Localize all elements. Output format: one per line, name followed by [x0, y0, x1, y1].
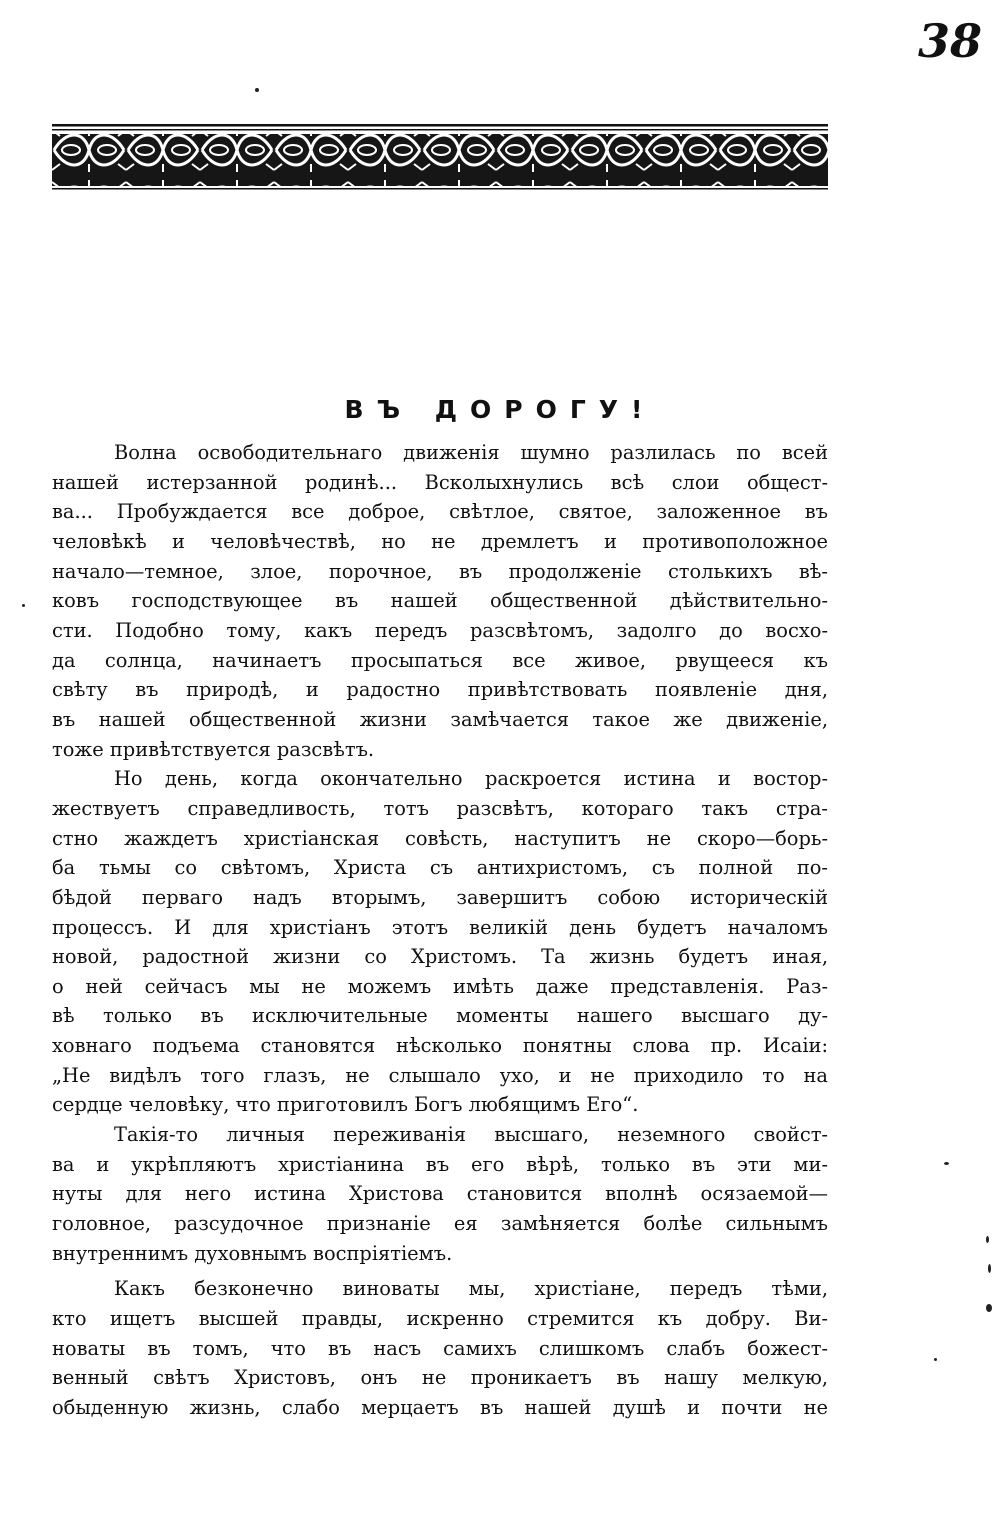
text-line: сти. Подобно тому, какъ передъ разсвѣтомъ, задолго до восхо- — [52, 618, 828, 642]
text-line: венный свѣтъ Христовъ, онъ не проникаетъ въ нашу мелкую, — [52, 1366, 828, 1390]
text-line: внутреннимъ духовнымъ воспріятіемъ. — [52, 1241, 453, 1265]
text-line: кто ищетъ высшей правды, искренно стремится къ добру. Ви- — [52, 1307, 828, 1331]
text-line: процессъ. И для христіанъ этотъ великій день будетъ началомъ — [52, 915, 828, 939]
text-line: ховнаго подъема становятся нѣсколько понятны слова пр. Исаіи: — [52, 1034, 828, 1058]
page-number: 38 — [918, 14, 983, 68]
paragraph — [52, 764, 828, 1120]
text-line: человѣкѣ и человѣчествѣ, но не дремлетъ и противоположное — [52, 529, 828, 553]
text-line: Волна освободительнаго движенія шумно разлилась по всей — [114, 441, 828, 464]
text-line: нуты для него истина Христова становится вполнѣ осязаемой— — [52, 1182, 828, 1206]
text-line: Такія-то личныя переживанія высшаго, неземного свойст- — [114, 1123, 828, 1147]
ornamental-header-band — [52, 124, 828, 192]
text-line: начало—темное, злое, порочное, въ продолженіе столькихъ вѣ- — [52, 559, 828, 583]
text-line: новаты въ томъ, что въ насъ самихъ слишкомъ слабъ божест- — [52, 1336, 828, 1360]
text-line: да солнца, начинаетъ просыпаться все живое, рвущееся къ — [52, 648, 828, 672]
text-line: о ней сейчасъ мы не можемъ имѣть даже представленія. Раз- — [52, 974, 828, 998]
text-line: сердце человѣку, что приготовилъ Богъ любящимъ Его“. — [52, 1093, 639, 1117]
text-line: Какъ безконечно виноваты мы, христіане, передъ тѣми, — [114, 1277, 828, 1301]
text-line: жествуетъ справедливость, тотъ разсвѣтъ, котораго такъ стра- — [52, 796, 828, 820]
print-speck — [988, 1264, 991, 1273]
text-line: нашей истерзанной родинѣ... Всколыхнулись всѣ слои общест- — [52, 470, 828, 494]
print-speck — [22, 604, 25, 607]
text-line: стно жаждетъ христіанская совѣсть, наступитъ не скоро—борь- — [52, 826, 828, 850]
text-line: новой, радостной жизни со Христомъ. Та жизнь будетъ иная, — [52, 945, 828, 969]
text-line: ба тьмы со свѣтомъ, Христа съ антихристомъ, съ полной по- — [52, 856, 828, 880]
text-line: Но день, когда окончательно раскроется истина и востор- — [114, 767, 828, 791]
text-line: свѣту въ природѣ, и радостно привѣтствовать появленіе дня, — [52, 678, 828, 702]
text-line: „Не видѣлъ того глазъ, не слышало ухо, и не приходило то на — [52, 1063, 828, 1087]
article-body — [52, 438, 828, 1423]
print-speck — [986, 1236, 989, 1243]
print-speck — [934, 1358, 937, 1361]
print-speck — [944, 1162, 949, 1165]
paragraph — [52, 438, 828, 764]
text-line: въ нашей общественной жизни замѣчается такое же движеніе, — [52, 707, 828, 731]
text-line: ва и укрѣпляютъ христіанина въ его вѣрѣ, только въ эти ми- — [52, 1152, 828, 1176]
ornament-pattern-icon — [52, 124, 828, 192]
paragraph — [52, 1120, 828, 1268]
print-speck — [255, 88, 259, 92]
text-line: тоже привѣтствуется разсвѣтъ. — [52, 737, 375, 761]
text-line: бѣдой перваго надъ вторымъ, завершитъ собою историческій — [52, 885, 828, 909]
chapter-title: ВЪ ДОРОГУ! — [344, 394, 656, 424]
print-speck — [986, 1304, 992, 1312]
text-line: ва... Пробуждается все доброе, свѣтлое, святое, заложенное въ — [52, 500, 828, 524]
text-line: вѣ только въ исключительные моменты нашего высшаго ду- — [52, 1004, 828, 1028]
text-line: обыденную жизнь, слабо мерцаетъ въ нашей душѣ и почти не — [52, 1396, 828, 1419]
text-line: ковъ господствующее въ нашей общественной дѣйствительно- — [52, 589, 828, 613]
text-line: головное, разсудочное признаніе ея замѣняется болѣе сильнымъ — [52, 1212, 828, 1236]
paragraph — [52, 1274, 828, 1422]
